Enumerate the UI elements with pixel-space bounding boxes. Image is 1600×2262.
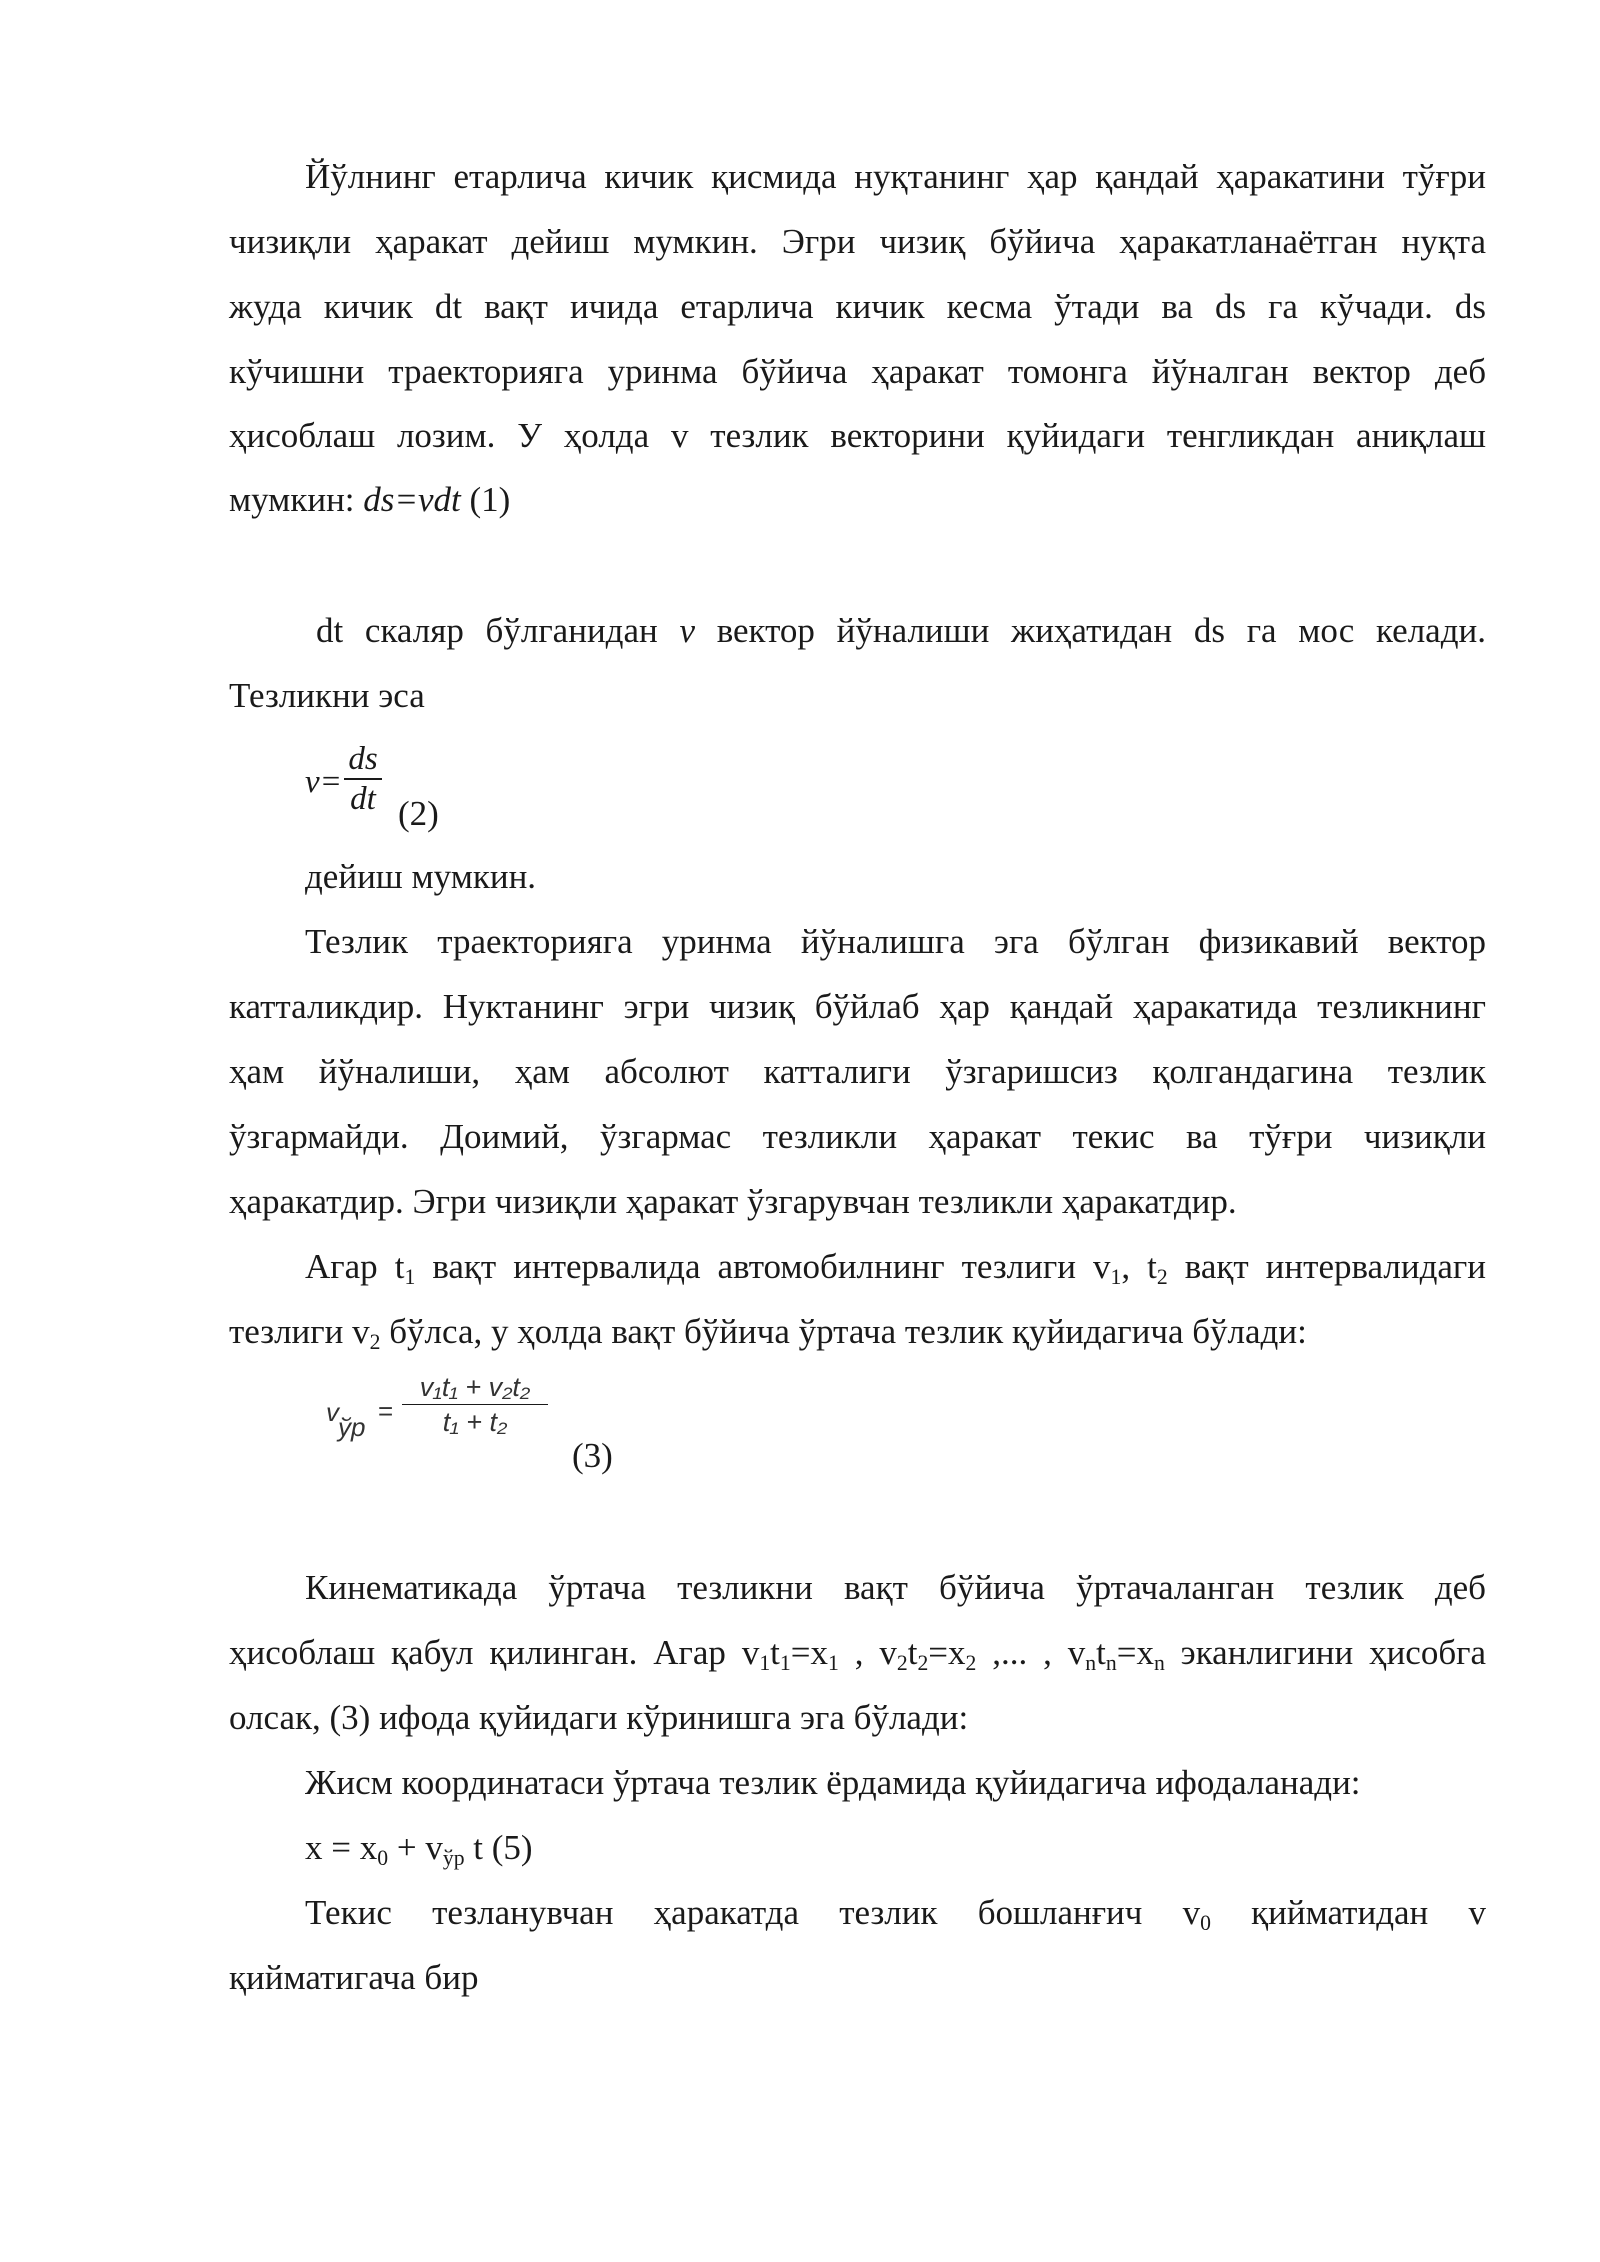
subscript: 1 [828,1651,839,1676]
text-segment: Текис тезланувчан ҳаракатда тезлик бошланғич v [305,1893,1201,1932]
equation-3-lhs-v: v [326,1397,339,1427]
text-segment: вектор йўналиши жиҳатидан ds га мос келади. [695,611,1486,650]
text-segment: t [770,1633,780,1672]
text-segment: t [1096,1633,1106,1672]
subscript: n [1153,1651,1165,1676]
paragraph-1-line-2: чизиқли ҳаракат дейиш мумкин. Эгри чизиқ бўйича ҳаракатланаётган нуқта [229,222,1486,261]
text-segment: =x [790,1633,828,1672]
text-segment: t [907,1633,918,1672]
equation-3-denominator: t₁ + t₂ [442,1407,508,1438]
text-segment: , t [1121,1247,1157,1286]
paragraph-1-line-4: кўчишни траекторияга уринма бўйича ҳаракат томонга йўналган вектор деб [229,352,1486,391]
paragraph-3-line-1: дейиш мумкин. [305,857,537,896]
subscript: 2 [896,1651,908,1676]
equation-5 [305,1826,1486,1870]
text-segment: x = x [305,1828,378,1867]
equation-label-1: (1) [460,480,511,519]
subscript: 2 [917,1651,929,1676]
paragraph-6-line-2 [229,1631,1486,1675]
text-segment: мумкин: [229,480,364,519]
equation-2-numerator: ds [348,741,378,777]
text-segment: ҳисоблаш қабул қилинган. Агар v [229,1633,760,1672]
equation-3-fraction [402,1370,548,1439]
subscript: 0 [1200,1911,1211,1936]
paragraph-7-line-1: Жисм координатаси ўртача тезлик ёрдамида қуйидагича ифодаланади: [305,1763,1361,1802]
equation-3-lhs-sub: ўр [338,1412,366,1442]
paragraph-6-line-3: олсак, (3) ифода қуйидаги кўринишга эга бўлади: [229,1698,969,1737]
subscript: 1 [404,1265,416,1290]
paragraph-6-line-1: Кинематикада ўртача тезликни вақт бўйича ўртачаланган тезлик деб [305,1568,1486,1607]
text-segment: вақт интервалида автомобилнинг тезлиги v [415,1247,1111,1286]
text-segment: қийматидан v [1210,1893,1486,1932]
subscript: 2 [965,1651,977,1676]
paragraph-8-line-2: қийматигача бир [229,1958,479,1997]
subscript: 2 [369,1330,381,1355]
paragraph-1-line-6 [229,478,1486,522]
text-segment: t (5) [464,1828,533,1867]
paragraph-8-line-1 [305,1891,1486,1935]
paragraph-4-line-1: Тезлик траекторияга уринма йўналишга эга бўлган физикавий вектор [305,922,1486,961]
text-segment: бўлса, у ҳолда вақт бўйича ўртача тезлик қуйидагича бўлади: [380,1312,1307,1351]
subscript: n [1105,1651,1117,1676]
paragraph-2-line-2: Тезликни эса [229,676,425,715]
equation-2-denominator: dt [350,780,376,817]
subscript: 1 [1110,1265,1122,1290]
subscript: 0 [377,1846,389,1871]
text-segment: вақт интервалидаги [1167,1247,1487,1286]
equation-3-numerator: v₁t₁ + v₂t₂ [419,1372,531,1402]
paragraph-2-line-1 [316,609,1486,653]
equation-2-lhs: v= [305,764,342,800]
paragraph-4-line-5: ҳаракатдир. Эгри чизиқли ҳаракат ўзгарувчан тезликли ҳаракатдир. [229,1182,1237,1221]
subscript: 1 [779,1651,791,1676]
formula-ds-vdt: ds=vdt [363,480,461,519]
paragraph-4-line-4: ўзгармайди. Доимий, ўзгармас тезликли ҳаракат текис ва тўғри чизиқли [229,1117,1486,1156]
subscript: n [1085,1651,1097,1676]
text-segment: + v [388,1828,443,1867]
text-segment: =x [928,1633,966,1672]
text-segment: Агар t [305,1247,405,1286]
paragraph-5-line-1 [305,1245,1486,1289]
text-segment: ,... , v [976,1633,1086,1672]
subscript: 2 [1156,1265,1168,1290]
paragraph-4-line-2: катталикдир. Нуктанинг эгри чизиқ бўйлаб ҳар қандай ҳаракатида тезликнинг [229,987,1486,1026]
vector-v: v [679,611,695,650]
subscript: ўр [442,1846,465,1871]
text-segment: =x [1116,1633,1154,1672]
equation-2-fraction [344,740,382,818]
equation-label-2: (2) [398,794,439,833]
text-segment: dt скаляр бўлганидан [316,611,680,650]
text-segment: , v [838,1633,897,1672]
paragraph-1-line-3: жуда кичик dt вақт ичида етарлича кичик кесма ўтади ва ds га кўчади. ds [229,287,1486,326]
text-segment: эканлигини ҳисобга [1164,1633,1487,1672]
text-segment: тезлиги v [229,1312,370,1351]
subscript: 1 [759,1651,771,1676]
equation-label-3: (3) [572,1436,613,1475]
paragraph-1-line-5: ҳисоблаш лозим. У ҳолда v тезлик векторини қуйидаги тенгликдан аниқлаш [229,416,1486,455]
paragraph-5-line-2 [229,1310,1486,1354]
paragraph-1-line-1: Йўлнинг етарлича кичик қисмида нуқтанинг ҳар қандай ҳаракатини тўғри [305,157,1486,196]
paragraph-4-line-3: ҳам йўналиши, ҳам абсолют катталиги ўзгаришсиз қолгандагина тезлик [229,1052,1486,1091]
equation-3-equals: = [378,1396,394,1426]
